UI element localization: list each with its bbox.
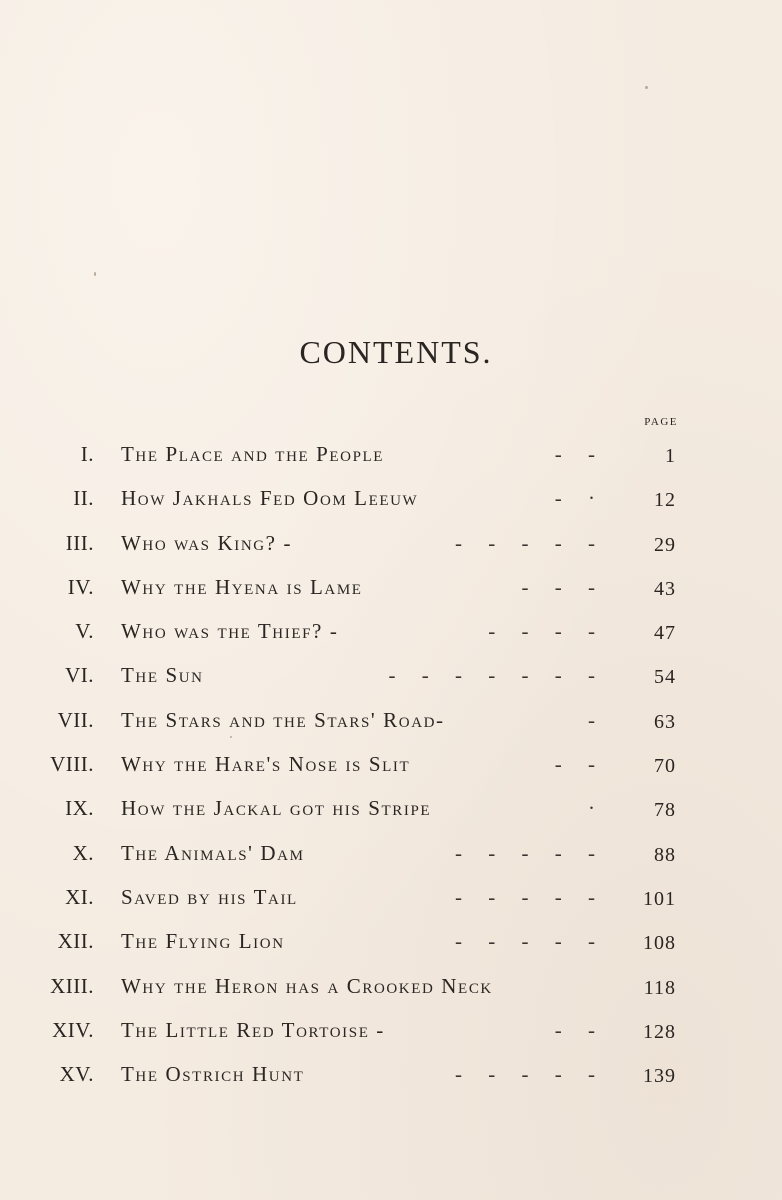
- paper-speck: [645, 86, 648, 89]
- chapter-title: The Place and the People: [121, 442, 385, 466]
- dot-leader: - - - - -: [455, 530, 595, 555]
- chapter-number: I.: [80, 442, 94, 466]
- dot-leader: - - - -: [488, 619, 595, 644]
- page-number: 118: [643, 976, 676, 999]
- chapter-number: XIV.: [52, 1017, 94, 1042]
- dot-leader: - ·: [554, 486, 595, 511]
- chapter-number: II.: [73, 486, 94, 511]
- chapter-title: The Animals' Dam: [121, 840, 305, 865]
- toc-entry[interactable]: [0, 655, 782, 699]
- page-number: 108: [643, 932, 676, 955]
- dot-leader: - - - - -: [455, 929, 595, 954]
- contents-heading: CONTENTS.: [299, 334, 493, 370]
- page-number: 12: [654, 489, 676, 512]
- chapter-number: VII.: [57, 707, 94, 732]
- toc-entry[interactable]: [0, 611, 782, 655]
- dot-leader: - - - - -: [455, 1062, 595, 1087]
- page-number: 128: [643, 1020, 676, 1043]
- toc-entry[interactable]: [0, 434, 782, 478]
- toc-entry[interactable]: [0, 1054, 782, 1098]
- toc-entry[interactable]: [0, 966, 782, 1010]
- toc-entry[interactable]: [0, 788, 782, 832]
- chapter-title: Why the Heron has a Crooked Neck: [121, 973, 493, 998]
- toc-entry[interactable]: [0, 833, 782, 877]
- page-number: 78: [654, 799, 676, 822]
- chapter-title: Who was the Thief? -: [121, 619, 339, 644]
- chapter-title: The Flying Lion: [121, 929, 285, 954]
- page-number: 29: [654, 533, 676, 556]
- page-number: 47: [654, 622, 676, 645]
- dot-leader: - -: [554, 442, 595, 466]
- page-number: 43: [654, 577, 676, 600]
- dot-leader: ·: [588, 796, 595, 821]
- chapter-number: III.: [65, 530, 94, 555]
- chapter-number: V.: [75, 619, 94, 644]
- toc-entry[interactable]: [0, 1010, 782, 1054]
- chapter-title: Why the Hyena is Lame: [121, 574, 363, 599]
- chapter-title: The Ostrich Hunt: [121, 1062, 305, 1087]
- page-column-label: PAGE: [644, 416, 678, 428]
- chapter-number: IX.: [65, 796, 94, 821]
- chapter-number: XI.: [65, 884, 94, 909]
- chapter-number: VI.: [65, 663, 94, 688]
- dot-leader: - - -: [521, 574, 595, 599]
- dot-leader: - -: [554, 1017, 595, 1042]
- chapter-title: Saved by his Tail: [121, 884, 298, 909]
- page-number: 88: [654, 843, 676, 866]
- chapter-title: How Jakhals Fed Oom Leeuw: [121, 486, 419, 511]
- table-of-contents: [0, 434, 782, 1098]
- chapter-title: The Stars and the Stars' Road-: [121, 707, 445, 732]
- chapter-title: The Sun: [121, 663, 204, 688]
- page-number: 1: [665, 445, 676, 467]
- chapter-number: XV.: [59, 1062, 94, 1087]
- chapter-number: VIII.: [50, 752, 94, 777]
- dot-leader: - - - - - - -: [388, 663, 595, 688]
- chapter-title: Why the Hare's Nose is Slit: [121, 752, 411, 777]
- toc-entry[interactable]: [0, 700, 782, 744]
- chapter-number: XIII.: [50, 973, 94, 998]
- page-number: 101: [643, 887, 676, 910]
- chapter-number: XII.: [57, 929, 94, 954]
- page-number: 63: [654, 710, 676, 733]
- toc-entry[interactable]: [0, 478, 782, 522]
- chapter-number: X.: [72, 840, 94, 865]
- toc-entry[interactable]: [0, 744, 782, 788]
- paper-speck: [94, 272, 96, 276]
- chapter-number: IV.: [67, 574, 94, 599]
- toc-entry[interactable]: [0, 523, 782, 567]
- chapter-title: The Little Red Tortoise -: [121, 1017, 385, 1042]
- toc-entry[interactable]: [0, 877, 782, 921]
- toc-entry[interactable]: [0, 921, 782, 965]
- dot-leader: - - - - -: [455, 884, 595, 909]
- dot-leader: - - - - -: [455, 840, 595, 865]
- page-number: 70: [654, 755, 676, 778]
- dot-leader: - -: [554, 752, 595, 777]
- page-number: 54: [654, 666, 676, 689]
- chapter-title: How the Jackal got his Stripe: [121, 796, 432, 821]
- dot-leader: -: [588, 707, 595, 732]
- chapter-title: Who was King? -: [121, 530, 293, 555]
- page-number: 139: [643, 1065, 676, 1088]
- toc-entry[interactable]: [0, 567, 782, 611]
